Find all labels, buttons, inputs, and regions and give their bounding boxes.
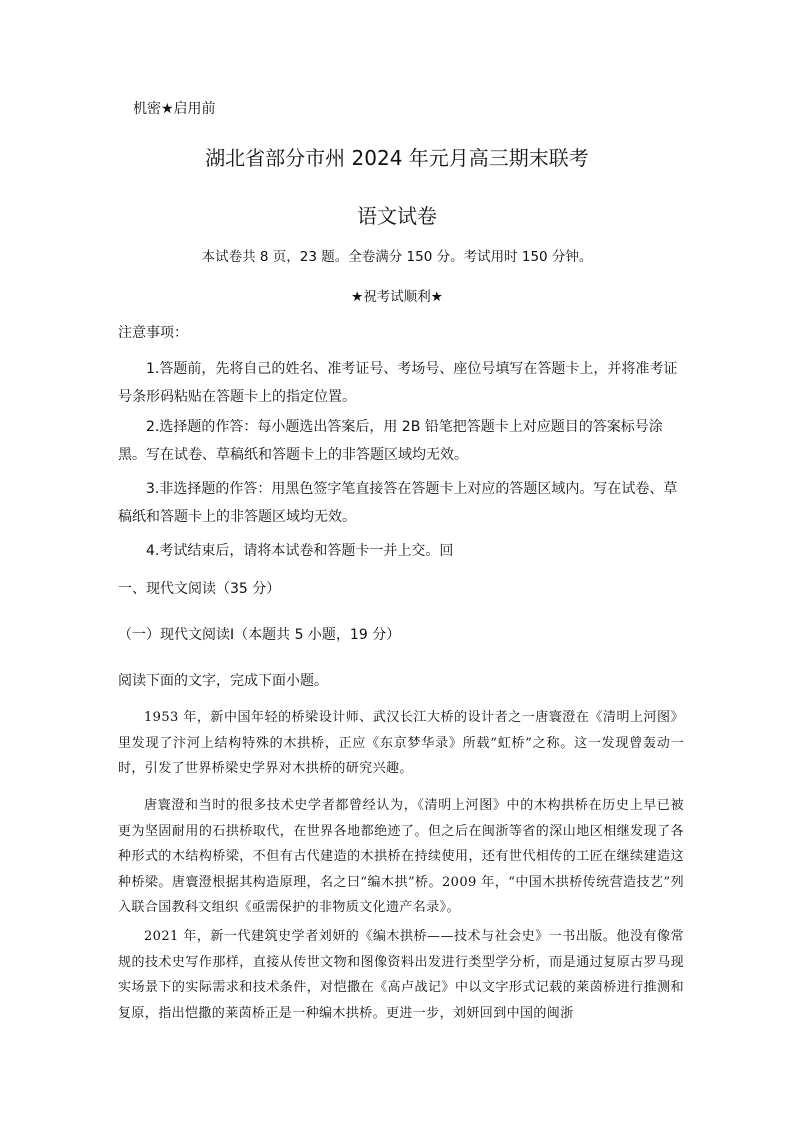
exam-subtitle: 语文试卷: [357, 204, 437, 228]
passage-paragraph: 1953 年，新中国年轻的桥梁设计师、武汉长江大桥的设计者之一唐寰澄在《清明上河图》里发现了汴河上结构特殊的木拱桥，正应《东京梦华录》所载“虹桥”之称。这一发现曾轰动一时，引发了世界桥梁史学界对木拱桥的研究兴趣。: [118, 710, 684, 776]
passage-paragraph: 唐寰澄和当时的很多技术史学者都曾经认为，《清明上河图》中的木构拱桥在历史上早已被更为坚固耐用的石拱桥取代，在世界各地都绝迹了。但之后在闽浙等省的深山地区相继发现了各种形式的木结构桥梁，不但有古代建造的木拱桥在持续使用，还有世代相传的工匠在继续建造这种桥梁。唐寰澄根据其构造原理，名之曰“编木拱”桥。2009 年，“中国木拱桥传统营造技艺”列入联合国教科文组织《亟需保护的非物质文化遗产名录》。: [118, 798, 684, 915]
subsection-title: （一）现代文阅读Ⅰ（本题共 5 小题，19 分）: [118, 627, 401, 643]
exam-info: 本试卷共 8 页，23 题。全卷满分 150 分。考试用时 150 分钟。: [201, 249, 593, 265]
good-luck-line: ★祝考试顺利★: [351, 289, 443, 305]
passage-paragraph: 2021 年，新一代建筑史学者刘妍的《编木拱桥——技术与社会史》一书出版。他没有像常规的技术史写作那样，直接从传世文物和图像资料出发进行类型学分析，而是通过复原古罗马现实场景下的实际需求和技术条件，对恺撒在《高卢战记》中以文字形式记载的莱茵桥进行推测和复原，指出恺撒的莱茵桥正是一种编木拱桥。更进一步，刘妍回到中国的闽浙: [118, 929, 684, 1021]
section-title: 一、现代文阅读（35 分）: [118, 581, 281, 597]
note-item: 1.答题前，先将自己的姓名、准考证号、考场号、座位号填写在答题卡上，并将准考证号条形码粘贴在答题卡上的指定位置。: [118, 361, 678, 405]
reading-instruction: 阅读下面的文字，完成下面小题。: [118, 673, 328, 689]
notes-heading: 注意事项：: [118, 325, 188, 341]
note-item: 3.非选择题的作答：用黑色签字笔直接答在答题卡上对应的答题区域内。写在试卷、草稿纸和答题卡上的非答题区域均无效。: [118, 481, 678, 525]
note-item: 2.选择题的作答：每小题选出答案后，用 2B 铅笔把答题卡上对应题目的答案标号涂黑。写在试卷、草稿纸和答题卡上的非答题区域均无效。: [118, 419, 663, 463]
confidential-label: 机密★启用前: [133, 101, 216, 117]
exam-title: 湖北省部分市州 2024 年元月高三期末联考: [205, 146, 589, 170]
note-item: 4.考试结束后，请将本试卷和答题卡一并上交。回: [146, 543, 454, 559]
